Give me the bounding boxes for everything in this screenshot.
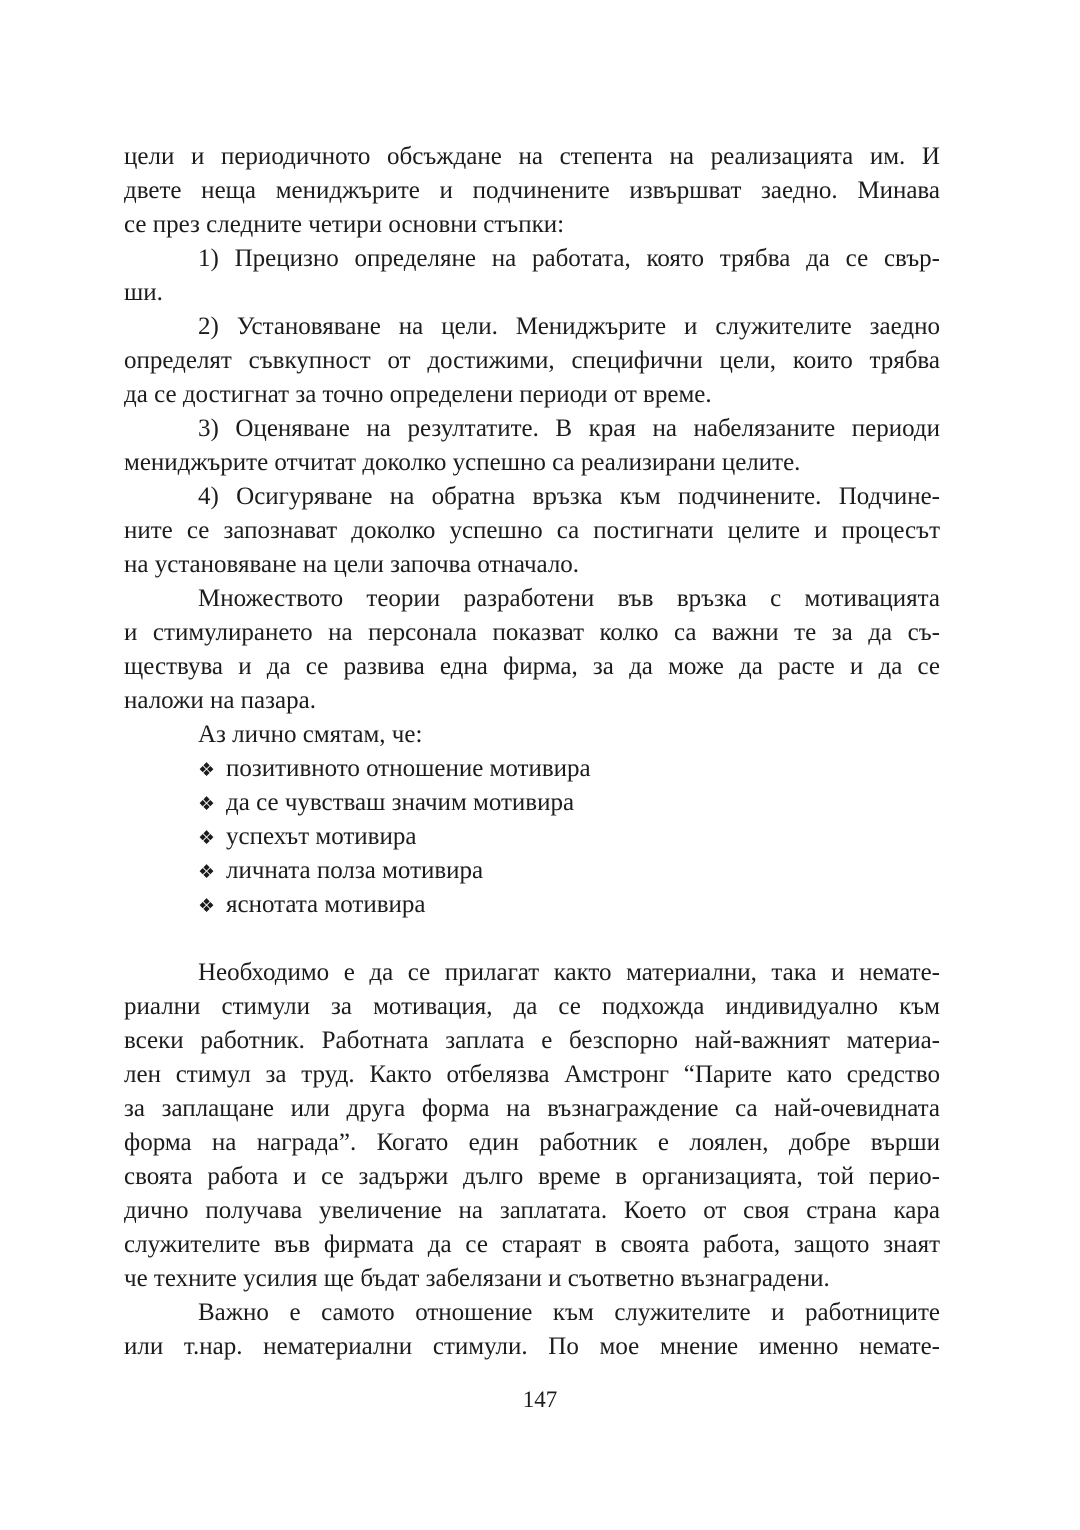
bullet-item [124,786,940,820]
paragraph-start: Необходимо е да се прилагат както материални, така и немате- [198,959,940,986]
bullet-text: да се чувстваш значим мотивира [226,789,575,816]
text-line: мениджърите отчитат доколко успешно са реализирани целите. [124,449,801,476]
text-line: форма на награда”. Когато един работник е лоялен, добре върши [124,1129,940,1156]
text-line: всеки работник. Работната заплата е безспорно най-важният материа- [124,1027,940,1054]
text-line: определят съвкупност от достижими, специфични цели, които трябва [124,347,940,374]
text-line: своята работа и се задържи дълго време в организацията, той перио- [124,1163,940,1190]
text-line: риални стимули за мотивация, да се подхожда индивидуално към [124,993,940,1020]
text-line: дично получава увеличение на заплатата. Което от своя страна кара [124,1197,940,1224]
diamond-bullet-icon: ❖ [198,759,216,781]
text-line: цели и периодичното обсъждане на степента на реализацията им. И [124,143,940,170]
blank-line [124,922,940,956]
list-step-2: 2) Установяване на цели. Мениджърите и служителите заедно [198,313,940,340]
list-step-1: 1) Прецизно определяне на работата, която трябва да се свър- [198,245,940,272]
text-line: се през следните четири основни стъпки: [124,211,565,238]
bullet-text: успехът мотивира [226,823,417,850]
text-line: лен стимул за труд. Както отбелязва Амстронг “Парите като средство [124,1061,940,1088]
text-line: служителите във фирмата да се стараят в своята работа, защото знаят [124,1231,940,1258]
bullet-text: личната полза мотивира [226,857,484,884]
text-line: да се достигнат за точно определени периоди от време. [124,381,712,408]
diamond-bullet-icon: ❖ [198,895,216,917]
text-line: ществува и да се развива една фирма, за да може да расте и да се [124,653,940,680]
diamond-bullet-icon: ❖ [198,861,216,883]
text-line: наложи на пазара. [124,687,316,714]
bullet-item [124,820,940,854]
diamond-bullet-icon: ❖ [198,793,216,815]
list-step-3: 3) Оценяване на резултатите. В края на набелязаните периоди [198,415,940,442]
bullet-item [124,752,940,786]
page-number: 147 [522,1387,558,1412]
text-line: ните се запознават доколко успешно са постигнати целите и процесът [124,517,940,544]
bullet-text: позитивното отношение мотивира [226,755,591,782]
text-line: че техните усилия ще бъдат забелязани и съответно възнаградени. [124,1265,830,1292]
paragraph-start: Важно е самото отношение към служителите и работниците [198,1299,940,1326]
text-line: на установяване на цели започва отначало. [124,551,580,578]
bullet-item [124,854,940,888]
paragraph-start: Множеството теории разработени във връзка с мотивацията [198,585,940,612]
text-line: двете неща мениджърите и подчинените извършват заедно. Минава [124,177,940,204]
text-line: за заплащане или друга форма на възнаграждение са най-очевидната [124,1095,940,1122]
text-line: и стимулирането на персонала показват колко са важни те за да съ- [124,619,940,646]
diamond-bullet-icon: ❖ [198,827,216,849]
list-intro: Аз лично смятам, че: [198,721,423,748]
text-line: или т.нар. нематериални стимули. По мое мнение именно немате- [124,1333,940,1360]
bullet-item [124,888,940,922]
list-step-4: 4) Осигуряване на обратна връзка към подчинените. Подчине- [198,483,940,510]
bullet-text: яснотата мотивира [226,891,426,918]
page-body [124,140,940,1364]
text-line: ши. [124,279,163,306]
